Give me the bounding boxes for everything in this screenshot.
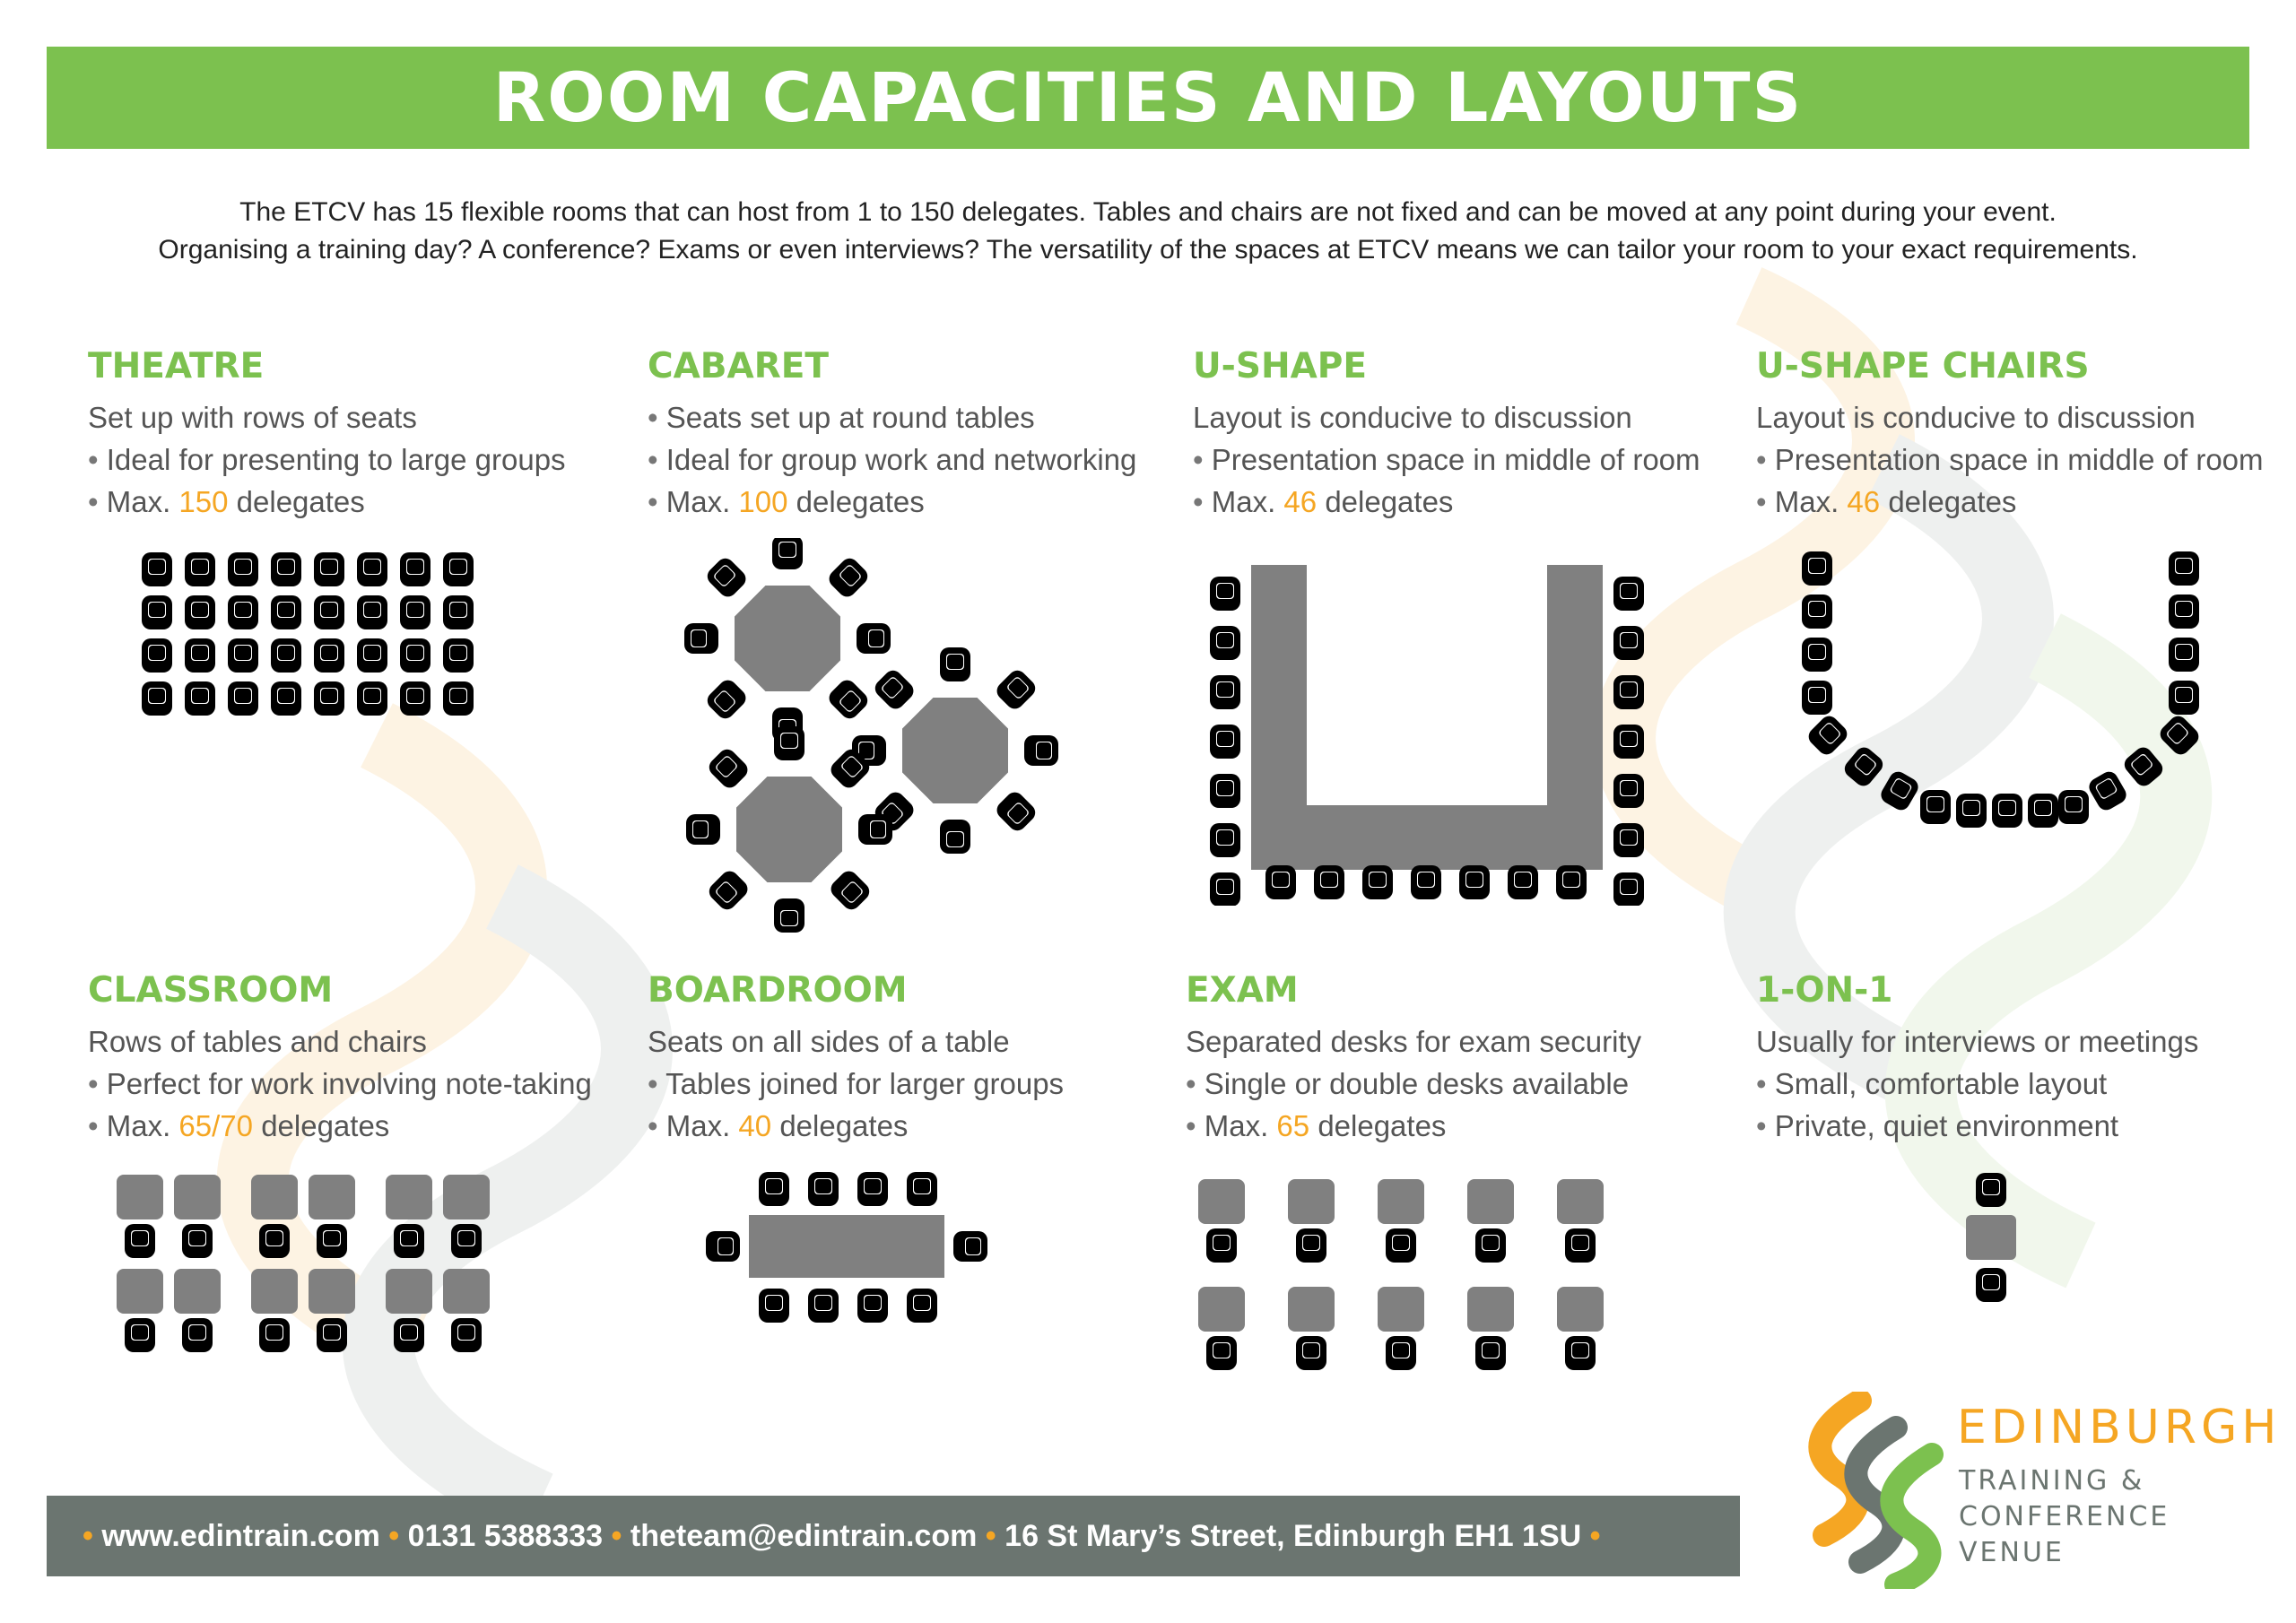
max-label: Max. — [106, 1109, 171, 1142]
chair-icon — [825, 676, 871, 722]
chair-icon — [1296, 1228, 1326, 1263]
chair-icon — [317, 1318, 347, 1352]
chair-icon — [1206, 1336, 1237, 1370]
bullet-text: Presentation space in middle of room — [1211, 443, 1700, 476]
chair-icon — [271, 552, 301, 586]
logo-line-2: TRAINING & — [1959, 1465, 2145, 1497]
chair-icon — [1314, 865, 1344, 899]
chair-icon — [357, 552, 387, 586]
chair-icon — [314, 552, 344, 586]
desk — [251, 1269, 298, 1314]
section-title: U-SHAPE CHAIRS — [1756, 346, 2090, 386]
section-description: Separated desks for exam security — [1186, 1025, 1642, 1058]
exam-desk — [1288, 1287, 1335, 1332]
chair-icon — [142, 552, 172, 586]
section-description: Usually for interviews or meetings — [1756, 1025, 2199, 1058]
chair-icon — [940, 647, 970, 681]
page-title: ROOM CAPACITIES AND LAYOUTS — [492, 57, 1804, 137]
chair-icon — [400, 681, 430, 716]
chair-icon — [772, 538, 803, 569]
chair-icon — [1613, 774, 1644, 808]
chair-icon — [1802, 681, 1832, 715]
section-bullet — [1756, 438, 2294, 481]
chair-icon — [1210, 626, 1240, 660]
chair-icon — [1878, 768, 1921, 813]
chair-icon — [706, 746, 752, 792]
chair-icon — [1841, 744, 1886, 790]
desk — [174, 1269, 221, 1314]
chair-icon — [857, 1172, 888, 1206]
chair-icon — [1613, 823, 1644, 857]
logo-line-3: CONFERENCE — [1959, 1501, 2170, 1532]
bullet-text: Presentation space in middle of room — [1774, 443, 2264, 476]
section-title: THEATRE — [88, 346, 265, 386]
intro-text — [47, 194, 2249, 269]
exam-layout-diagram — [1184, 1170, 1614, 1394]
chair-icon — [394, 1224, 424, 1258]
max-unit: delegates — [1888, 485, 2017, 518]
section-one-on-one — [1756, 970, 2294, 1147]
intro-line-2: Organising a training day? A conference? Exams or even interviews? The versatility of the spaces at ETCV means we can tailor your room to your exact requirements. — [158, 235, 2138, 265]
theatre-layout-diagram — [135, 547, 484, 726]
chair-icon — [228, 552, 258, 586]
chair-icon — [2121, 744, 2166, 790]
chair-icon — [317, 1224, 347, 1258]
chair-icon — [125, 1224, 155, 1258]
chair-icon — [1613, 675, 1644, 709]
website-link[interactable]: www.edintrain.com — [101, 1519, 380, 1553]
logo-line-1: EDINBURGH — [1957, 1401, 2282, 1454]
chair-icon — [125, 1318, 155, 1352]
section-bullet — [88, 438, 626, 481]
chair-icon — [1613, 872, 1644, 906]
chair-icon — [182, 1318, 213, 1352]
chair-icon — [1206, 1228, 1237, 1263]
chair-icon — [907, 1289, 937, 1323]
title-banner — [47, 47, 2249, 149]
chair-icon — [1613, 725, 1644, 759]
logo-line-4: VENUE — [1959, 1537, 2065, 1568]
max-value: 46 — [1847, 485, 1881, 518]
chair-icon — [808, 1172, 839, 1206]
chair-icon — [872, 667, 918, 713]
round-table — [900, 696, 1010, 805]
chair-icon — [1386, 1228, 1416, 1263]
logo-subtitle — [1959, 1463, 2170, 1571]
section-capacity — [648, 1105, 1186, 1147]
chair-icon — [1210, 725, 1240, 759]
exam-desk — [1198, 1179, 1245, 1224]
chair-icon — [1920, 790, 1951, 824]
chair-icon — [1565, 1228, 1596, 1263]
chair-icon — [182, 1224, 213, 1258]
bullet-text: Ideal for group work and networking — [665, 443, 1137, 476]
classroom-layout-diagram — [108, 1166, 511, 1372]
exam-desk — [1557, 1179, 1604, 1224]
round-table — [733, 584, 842, 693]
chair-icon — [451, 1224, 482, 1258]
section-capacity — [1193, 481, 1731, 523]
desk — [251, 1175, 298, 1219]
section-capacity — [88, 481, 626, 523]
chair-icon — [271, 595, 301, 629]
chair-icon — [271, 638, 301, 673]
chair-icon — [271, 681, 301, 716]
chair-icon — [1976, 1173, 2006, 1207]
exam-desk — [1378, 1179, 1424, 1224]
chair-icon — [1802, 595, 1832, 629]
chair-icon — [704, 676, 750, 722]
contact-footer — [47, 1496, 1740, 1576]
chair-icon — [400, 638, 430, 673]
chair-icon — [185, 552, 215, 586]
chair-icon — [1802, 638, 1832, 672]
max-value: 100 — [738, 485, 788, 518]
section-cabaret — [648, 346, 1186, 523]
chair-icon — [1459, 865, 1490, 899]
chair-icon — [1976, 1268, 2006, 1302]
section-capacity — [1756, 481, 2294, 523]
max-label: Max. — [1211, 485, 1276, 518]
address: 16 St Mary’s Street, Edinburgh EH1 1SU — [1004, 1519, 1582, 1553]
contact-row — [47, 1496, 1740, 1576]
chair-icon — [1210, 872, 1240, 906]
chair-icon — [1508, 865, 1538, 899]
chair-icon — [759, 1172, 789, 1206]
chair-icon — [1411, 865, 1441, 899]
chair-icon — [142, 595, 172, 629]
section-bullet — [648, 396, 1186, 438]
chair-icon — [357, 595, 387, 629]
section-title: 1-ON-1 — [1756, 970, 1893, 1011]
chair-icon — [2028, 794, 2058, 828]
chair-icon — [2058, 790, 2089, 824]
max-label: Max. — [665, 485, 731, 518]
chair-icon — [1296, 1336, 1326, 1370]
small-table — [1966, 1215, 2016, 1260]
chair-icon — [706, 1231, 740, 1262]
chair-icon — [684, 623, 718, 654]
desk — [443, 1175, 490, 1219]
chair-icon — [400, 552, 430, 586]
max-unit: delegates — [796, 485, 925, 518]
section-boardroom — [648, 970, 1186, 1147]
chair-icon — [858, 814, 892, 845]
desk — [117, 1269, 163, 1314]
desk — [386, 1269, 432, 1314]
boardroom-table — [749, 1215, 944, 1278]
chair-icon — [443, 595, 474, 629]
chair-icon — [1802, 551, 1832, 586]
max-label: Max. — [665, 1109, 731, 1142]
chair-icon — [1386, 1336, 1416, 1370]
chair-icon — [1805, 713, 1851, 759]
section-capacity — [1186, 1105, 1724, 1147]
chair-icon — [2169, 595, 2199, 629]
chair-icon — [451, 1318, 482, 1352]
chair-icon — [2169, 638, 2199, 672]
section-title: U-SHAPE — [1193, 346, 1367, 386]
max-unit: delegates — [261, 1109, 390, 1142]
section-description: Layout is conducive to discussion — [1756, 401, 2196, 434]
chair-icon — [142, 681, 172, 716]
max-value: 46 — [1283, 485, 1318, 518]
chair-icon — [2169, 681, 2199, 715]
chair-icon — [357, 638, 387, 673]
section-bullet — [1193, 438, 1731, 481]
chair-icon — [185, 595, 215, 629]
max-value: 150 — [178, 485, 229, 518]
chair-icon — [774, 726, 804, 760]
bullet-text: Small, comfortable layout — [1774, 1067, 2108, 1100]
cabaret-layout-diagram — [646, 538, 1076, 933]
separator-dot: • — [83, 1519, 93, 1553]
chair-icon — [185, 638, 215, 673]
chair-icon — [2086, 768, 2129, 813]
section-bullet — [648, 438, 1186, 481]
section-exam — [1186, 970, 1724, 1147]
desk — [386, 1175, 432, 1219]
section-theatre — [88, 346, 626, 523]
chair-icon — [857, 1289, 888, 1323]
max-label: Max. — [106, 485, 171, 518]
max-value: 65 — [1276, 1109, 1310, 1142]
exam-desk — [1467, 1179, 1514, 1224]
chair-icon — [2169, 551, 2199, 586]
section-bullet — [648, 1063, 1186, 1105]
intro-line-1: The ETCV has 15 flexible rooms that can host from 1 to 150 delegates. Tables and chairs are not fixed and can be moved at any point during your event. — [239, 197, 2057, 227]
desk — [117, 1175, 163, 1219]
separator-dot: • — [388, 1519, 400, 1553]
max-unit: delegates — [1325, 485, 1454, 518]
logo-swirl-icon — [1797, 1392, 1950, 1589]
section-u-shape-chairs — [1756, 346, 2294, 523]
u-shape-layout-diagram — [1202, 556, 1668, 906]
edinburgh-logo — [1797, 1392, 2282, 1589]
chair-icon — [1565, 1336, 1596, 1370]
chair-icon — [1956, 794, 1987, 828]
chair-icon — [953, 1231, 987, 1262]
chair-icon — [314, 595, 344, 629]
section-capacity — [648, 481, 1186, 523]
bullet-text: Seats set up at round tables — [665, 401, 1035, 434]
section-description: Set up with rows of seats — [88, 401, 417, 434]
chair-icon — [394, 1318, 424, 1352]
chair-icon — [1475, 1228, 1506, 1263]
section-description: Rows of tables and chairs — [88, 1025, 427, 1058]
chair-icon — [827, 867, 873, 913]
chair-icon — [825, 555, 871, 601]
exam-desk — [1198, 1287, 1245, 1332]
chair-icon — [1210, 823, 1240, 857]
chair-icon — [808, 1289, 839, 1323]
separator-dot: • — [985, 1519, 996, 1553]
section-title: CABARET — [648, 346, 829, 386]
separator-dot: • — [611, 1519, 622, 1553]
round-table — [735, 775, 844, 884]
section-title: CLASSROOM — [88, 970, 334, 1011]
max-value: 65/70 — [178, 1109, 254, 1142]
section-capacity — [88, 1105, 626, 1147]
chair-icon — [1210, 675, 1240, 709]
chair-icon — [993, 667, 1039, 713]
exam-desk — [1288, 1179, 1335, 1224]
chair-icon — [259, 1224, 290, 1258]
chair-icon — [686, 814, 720, 845]
chair-icon — [228, 638, 258, 673]
chair-icon — [142, 638, 172, 673]
bullet-text: Ideal for presenting to large groups — [106, 443, 566, 476]
section-bullet — [1186, 1063, 1724, 1105]
desk — [309, 1175, 355, 1219]
section-bullet — [1756, 1063, 2294, 1105]
chair-icon — [706, 867, 752, 913]
one-on-one-layout-diagram — [1955, 1170, 2027, 1305]
chair-icon — [1362, 865, 1393, 899]
max-unit: delegates — [1318, 1109, 1447, 1142]
chair-icon — [443, 638, 474, 673]
section-title: EXAM — [1186, 970, 1299, 1011]
section-classroom — [88, 970, 626, 1147]
phone-number: 0131 5388333 — [407, 1519, 604, 1553]
chair-icon — [940, 820, 970, 854]
chair-icon — [443, 681, 474, 716]
chair-icon — [357, 681, 387, 716]
chair-icon — [185, 681, 215, 716]
chair-icon — [759, 1289, 789, 1323]
chair-icon — [1613, 577, 1644, 611]
chair-icon — [1024, 735, 1058, 766]
separator-dot: • — [1589, 1519, 1601, 1553]
chair-icon — [2157, 713, 2203, 759]
max-label: Max. — [1774, 485, 1839, 518]
email-link[interactable]: theteam@edintrain.com — [630, 1519, 978, 1553]
chair-icon — [1556, 865, 1587, 899]
section-bullet — [1756, 1105, 2294, 1147]
max-unit: delegates — [236, 485, 365, 518]
section-u-shape — [1193, 346, 1731, 523]
u-shape-chairs-layout-diagram — [1785, 547, 2224, 843]
chair-icon — [1265, 865, 1296, 899]
chair-icon — [443, 552, 474, 586]
section-title: BOARDROOM — [648, 970, 908, 1011]
bullet-text: Tables joined for larger groups — [665, 1067, 1065, 1100]
chair-icon — [1210, 774, 1240, 808]
exam-desk — [1378, 1287, 1424, 1332]
bullet-text: Private, quiet environment — [1774, 1109, 2119, 1142]
chair-icon — [1613, 626, 1644, 660]
exam-desk — [1467, 1287, 1514, 1332]
bullet-text: Single or double desks available — [1204, 1067, 1630, 1100]
max-label: Max. — [1204, 1109, 1269, 1142]
section-description: Seats on all sides of a table — [648, 1025, 1010, 1058]
chair-icon — [1475, 1336, 1506, 1370]
chair-icon — [1210, 577, 1240, 611]
desk — [309, 1269, 355, 1314]
chair-icon — [228, 595, 258, 629]
chair-icon — [400, 595, 430, 629]
section-description: Layout is conducive to discussion — [1193, 401, 1632, 434]
section-bullet — [88, 1063, 626, 1105]
max-unit: delegates — [779, 1109, 909, 1142]
chair-icon — [314, 638, 344, 673]
chair-icon — [857, 623, 891, 654]
boardroom-layout-diagram — [700, 1166, 996, 1336]
chair-icon — [993, 788, 1039, 834]
max-value: 40 — [738, 1109, 772, 1142]
desk — [174, 1175, 221, 1219]
chair-icon — [704, 555, 750, 601]
bullet-text: Perfect for work involving note-taking — [106, 1067, 592, 1100]
chair-icon — [259, 1318, 290, 1352]
chair-icon — [228, 681, 258, 716]
exam-desk — [1557, 1287, 1604, 1332]
chair-icon — [907, 1172, 937, 1206]
chair-icon — [774, 898, 804, 933]
chair-icon — [314, 681, 344, 716]
chair-icon — [1992, 794, 2022, 828]
table-base — [1251, 805, 1603, 870]
desk — [443, 1269, 490, 1314]
